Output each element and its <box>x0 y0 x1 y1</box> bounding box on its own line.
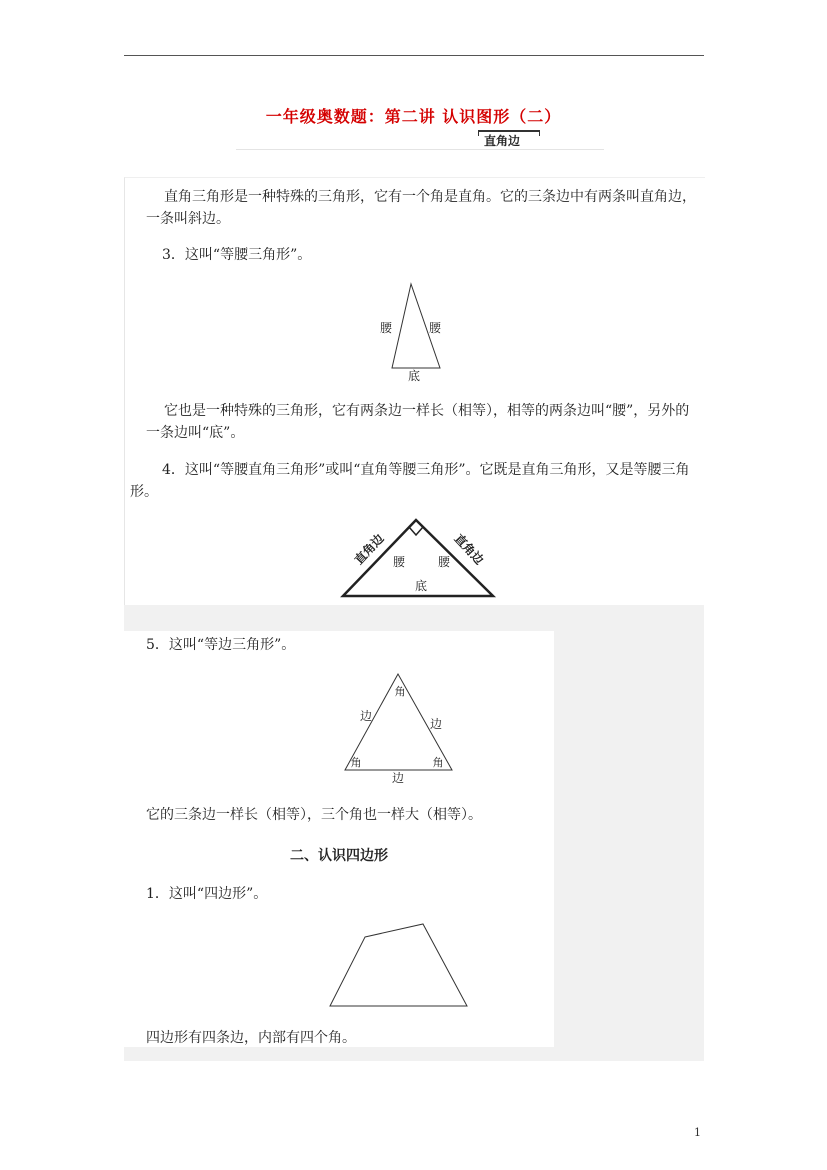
iso-right-left-side-label: 直角边 <box>351 531 387 568</box>
right-angle-mark <box>409 527 423 535</box>
title-underline <box>236 149 604 150</box>
isosceles-leg-left-label: 腰 <box>379 321 393 335</box>
quadrilateral-title: 1．这叫“四边形”。 <box>146 886 268 902</box>
equilateral-triangle-figure <box>340 670 458 788</box>
equilateral-left-angle-label: 角 <box>350 756 362 769</box>
quadrilateral-description: 四边形有四条边，内部有四个角。 <box>146 1030 356 1046</box>
isosceles-triangle-figure <box>370 278 460 384</box>
page-title: 一年级奥数题：第二讲 认识图形（二） <box>265 107 562 126</box>
isosceles-right-title: 4．这叫“等腰直角三角形”或叫“直角等腰三角形”。它既是直角三角形，又是等腰三角形。 <box>130 462 690 500</box>
iso-right-left-leg-label: 腰 <box>392 555 406 569</box>
isosceles-description: 它也是一种特殊的三角形，它有两条边一样长（相等），相等的两条边叫“腰”，另外的一条边叫“底”。 <box>146 403 690 441</box>
iso-right-right-leg-label: 腰 <box>437 555 451 569</box>
equilateral-right-side-label: 边 <box>429 717 443 731</box>
right-triangle-description: 直角三角形是一种特殊的三角形，它有一个角是直角。它的三条边中有两条叫直角边，一条叫斜边。 <box>146 189 696 227</box>
isosceles-leg-right-label: 腰 <box>428 321 442 335</box>
quadrilateral-shape <box>330 924 467 1006</box>
equilateral-left-side-label: 边 <box>359 709 373 723</box>
equilateral-description: 它的三条边一样长（相等），三个角也一样大（相等）。 <box>146 807 482 823</box>
title-sub-label: 直角边 <box>484 134 521 148</box>
equilateral-base-label: 边 <box>391 771 405 785</box>
header-rule <box>124 55 704 56</box>
isosceles-base-label: 底 <box>407 369 421 383</box>
title-sub-annotation <box>478 126 542 148</box>
quadrilateral-heading: 二、认识四边形 <box>290 848 388 864</box>
page-number: 1 <box>694 1126 701 1139</box>
equilateral-title: 5．这叫“等边三角形”。 <box>146 637 296 653</box>
isosceles-right-triangle-figure <box>336 514 500 600</box>
quadrilateral-figure <box>326 920 472 1012</box>
iso-right-base-label: 底 <box>414 579 428 593</box>
equilateral-right-angle-label: 角 <box>432 756 444 769</box>
isosceles-title: 3．这叫“等腰三角形”。 <box>162 247 312 263</box>
iso-right-right-side-label: 直角边 <box>451 531 487 568</box>
equilateral-top-angle-label: 角 <box>394 685 406 698</box>
